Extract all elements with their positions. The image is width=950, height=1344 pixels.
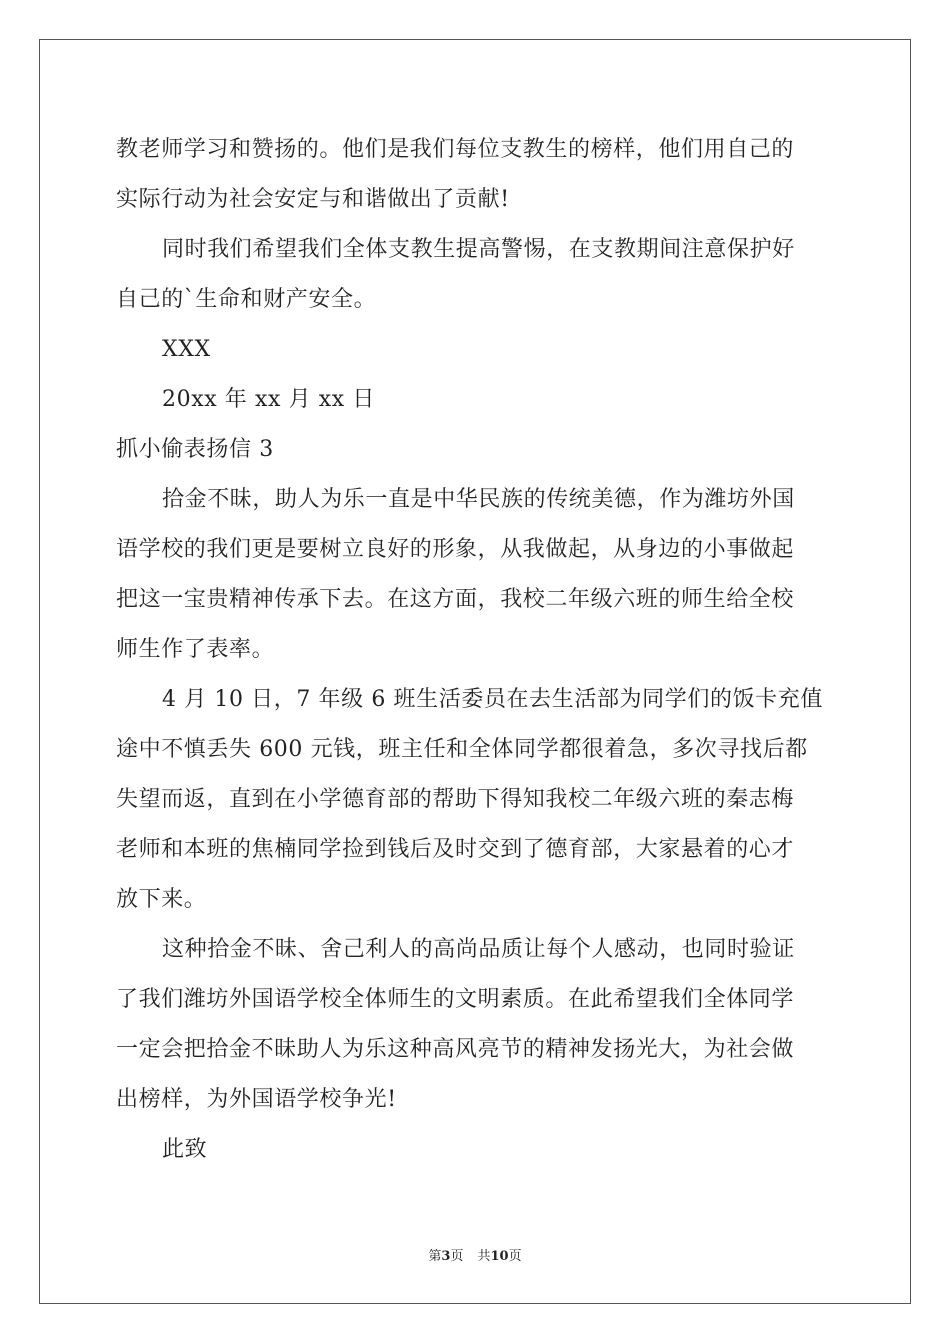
page-total-prefix: 共: [477, 1249, 491, 1264]
paragraph-line: 自己的`生命和财产安全。: [116, 287, 377, 312]
paragraph-line: 4 月 10 日，7 年级 6 班生活委员在去生活部为同学们的饭卡充值: [162, 687, 823, 712]
signature-name: XXX: [162, 337, 211, 362]
closing-salutation: 此致: [162, 1137, 208, 1162]
signature-date: 20xx 年 xx 月 xx 日: [162, 387, 376, 412]
paragraph-line: 放下来。: [116, 887, 207, 912]
paragraph-line: 实际行动为社会安定与和谐做出了贡献!: [116, 187, 510, 212]
page-number-suffix: 页: [450, 1249, 464, 1264]
paragraph-line: 同时我们希望我们全体支教生提高警惕，在支教期间注意保护好: [162, 237, 795, 262]
page-footer: [0, 1245, 950, 1264]
paragraph-line: 一定会把拾金不昧助人为乐这种高风亮节的精神发扬光大，为社会做: [116, 1037, 795, 1062]
document-body: [116, 128, 836, 1178]
paragraph-line: 失望而返，直到在小学德育部的帮助下得知我校二年级六班的秦志梅: [116, 787, 795, 812]
paragraph-line: 了我们潍坊外国语学校全体师生的文明素质。在此希望我们全体同学: [116, 987, 795, 1012]
page-total-suffix: 页: [508, 1249, 522, 1264]
page-total: 10: [490, 1249, 509, 1264]
paragraph-line: 教老师学习和赞扬的。他们是我们每位支教生的榜样，他们用自己的: [116, 137, 795, 162]
section-heading: 抓小偷表扬信 3: [116, 437, 274, 462]
page-number-prefix: 第: [428, 1249, 442, 1264]
paragraph-line: 语学校的我们更是要树立良好的形象，从我做起，从身边的小事做起: [116, 537, 795, 562]
page-number-current: 3: [441, 1249, 451, 1264]
paragraph-line: 老师和本班的焦楠同学捡到钱后及时交到了德育部，大家悬着的心才: [116, 837, 795, 862]
paragraph-line: 师生作了表率。: [116, 637, 275, 662]
paragraph-line: 这种拾金不昧、舍己利人的高尚品质让每个人感动，也同时验证: [162, 937, 795, 962]
paragraph-line: 途中不慎丢失 600 元钱，班主任和全体同学都很着急，多次寻找后都: [116, 737, 808, 762]
paragraph-line: 出榜样，为外国语学校争光!: [116, 1087, 397, 1112]
paragraph-line: 把这一宝贵精神传承下去。在这方面，我校二年级六班的师生给全校: [116, 587, 795, 612]
paragraph-line: 拾金不昧，助人为乐一直是中华民族的传统美德，作为潍坊外国: [162, 487, 795, 512]
